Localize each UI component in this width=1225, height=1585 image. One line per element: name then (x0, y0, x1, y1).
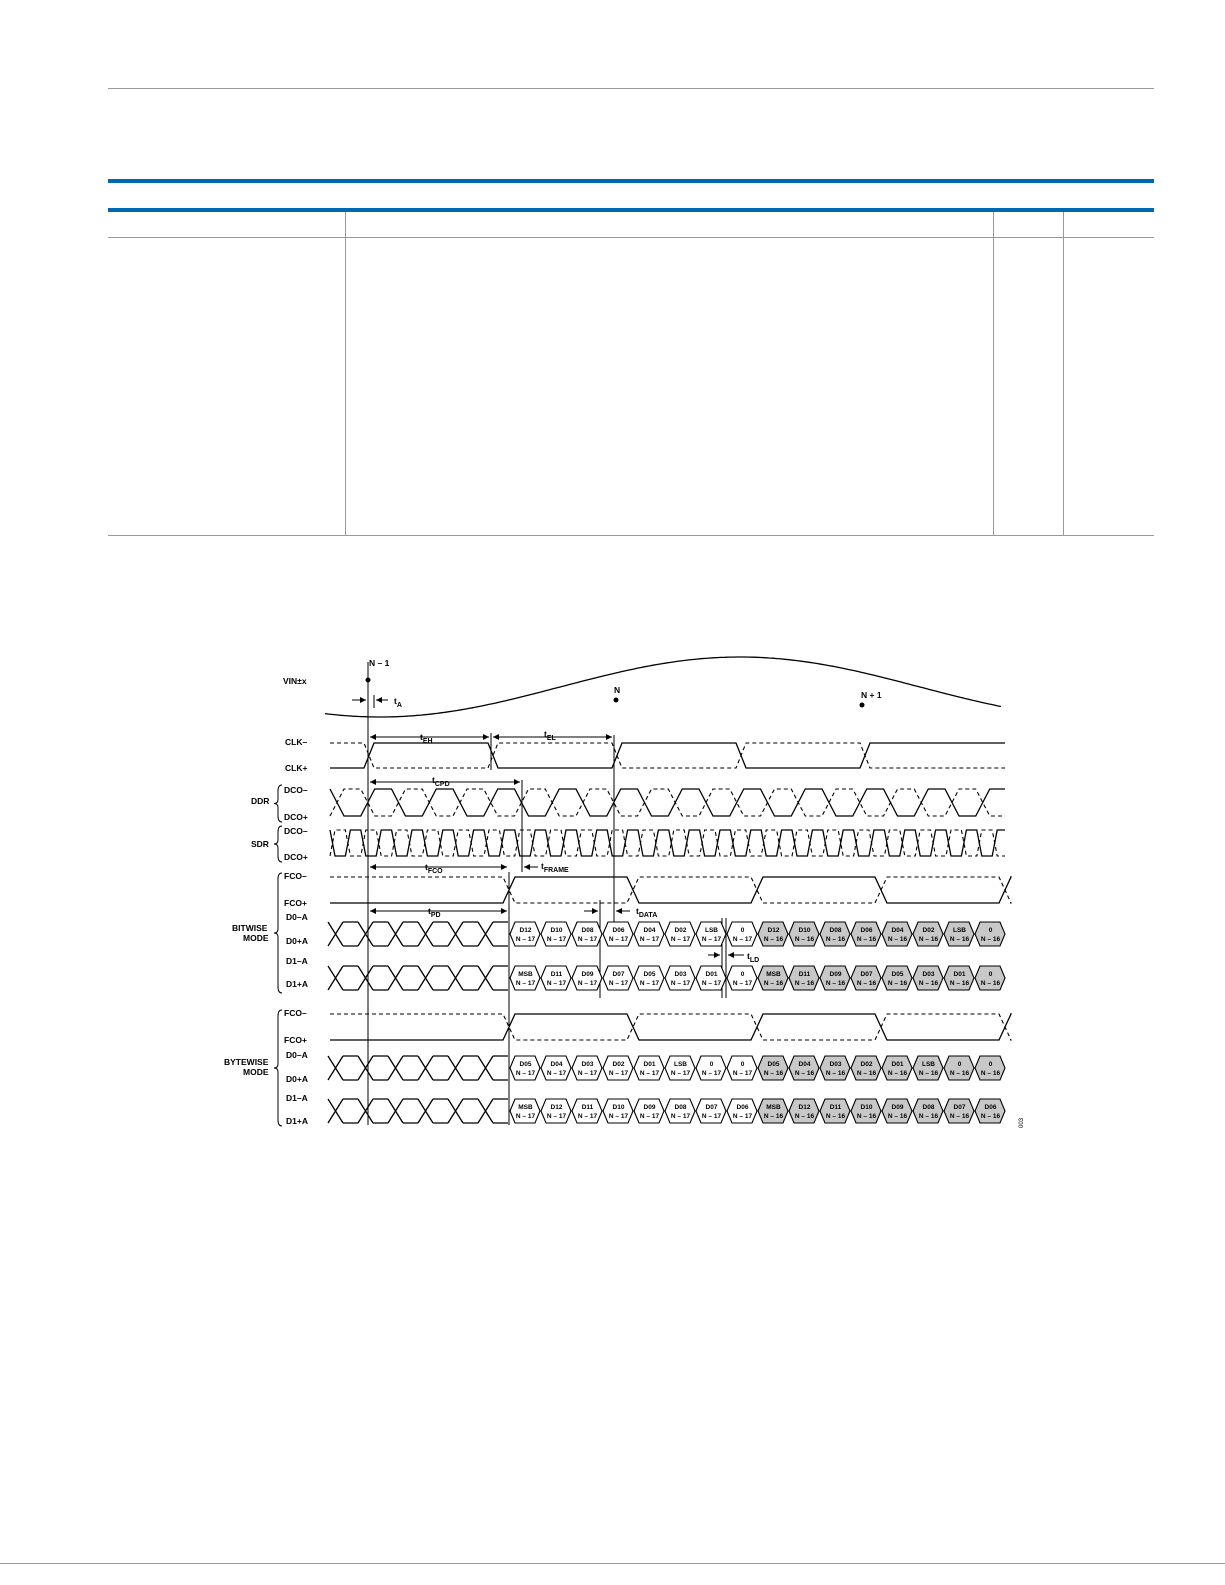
bytewise-d1-bit-sample: N – 17 (546, 1113, 567, 1120)
ddr-label: DDR (251, 796, 270, 806)
bytewise-d1-bit-sample: N – 17 (639, 1113, 660, 1120)
bitwise-d0-bit-sample: N – 16 (825, 936, 846, 943)
ta-label: $t_A$ (394, 696, 402, 709)
bitwise-d1-bit-label: D03 (922, 971, 935, 978)
bytewise-d1-plus-label: D1+A (286, 1116, 308, 1126)
bytewise-d0-bit-label: 0 (740, 1061, 745, 1068)
ddr-brace (274, 785, 282, 822)
bytewise-d0-bit-sample: N – 16 (825, 1070, 846, 1077)
bytewise-d0-bit-sample: N – 17 (732, 1070, 753, 1077)
bytewise-d1-bit-label: D12 (798, 1104, 811, 1111)
bytewise-fco-plus-waveform (330, 1014, 1011, 1040)
bitwise-d0-minus-label: D0–A (286, 912, 308, 922)
bytewise-d1-bit-label: MSB (518, 1104, 533, 1111)
bitwise-d0-bit-label: D08 (829, 927, 842, 934)
bytewise-d0-bit-label: 0 (988, 1061, 993, 1068)
sdr-label: SDR (251, 839, 269, 849)
ta-arrow-head (376, 697, 382, 703)
bytewise-d1-bit-sample: N – 17 (670, 1113, 691, 1120)
bitwise-d0-bit-label: D02 (922, 927, 935, 934)
bytewise-d0-transition (388, 1056, 418, 1080)
bitwise-d1-transition (418, 966, 448, 990)
tel-label: $t_{EL}$ (544, 729, 556, 742)
bytewise-d0-bit-label: D01 (891, 1061, 904, 1068)
bitwise-d1-bit-sample: N – 17 (701, 980, 722, 987)
bitwise-d1-bit-label: D01 (953, 971, 966, 978)
bytewise-d0-bit-sample: N – 16 (887, 1070, 908, 1077)
bitwise-fco-minus-label: FCO– (284, 871, 307, 881)
bitwise-d0-bit-label: D04 (643, 927, 656, 934)
bitwise-d0-transition (388, 922, 418, 946)
bytewise-fco-minus-waveform (330, 1014, 1011, 1040)
bytewise-d1-bit-sample: N – 16 (980, 1113, 1001, 1120)
bitwise-fco-plus-waveform (330, 877, 1011, 903)
bytewise-d1-transition (358, 1099, 388, 1123)
tld-arrow-head (728, 952, 734, 958)
sample-n-minus-1: N – 1 (369, 658, 390, 668)
bytewise-d0-bit-sample: N – 16 (763, 1070, 784, 1077)
bytewise-d1-bit-label: D08 (674, 1104, 687, 1111)
ddr-dco-minus-waveform (330, 789, 1005, 816)
tdata-label: $t_{DATA}$ (636, 906, 658, 919)
sdr-dco-minus-label: DCO– (284, 826, 308, 836)
bytewise-d1-bit-label: D08 (922, 1104, 935, 1111)
tfco-arrow-head (501, 864, 507, 870)
bitwise-d0-transition (328, 922, 358, 946)
bitwise-d1-bit-label: MSB (518, 971, 533, 978)
bitwise-d0-bit-sample: N – 17 (670, 936, 691, 943)
bitwise-d1-transition (358, 966, 388, 990)
bitwise-d0-bit-sample: N – 16 (949, 936, 970, 943)
ta-arrow-head (360, 697, 366, 703)
bitwise-d1-bit-sample: N – 16 (763, 980, 784, 987)
clk-minus-label: CLK– (285, 737, 308, 747)
bitwise-d0-bit-sample: N – 16 (763, 936, 784, 943)
bitwise-d0-bit-label: D12 (767, 927, 780, 934)
bytewise-d1-transition (328, 1099, 358, 1123)
sdr-dco-plus-label: DCO+ (284, 852, 308, 862)
bytewise-d1-bit-sample: N – 17 (608, 1113, 629, 1120)
bytewise-d0-bit-label: LSB (674, 1061, 687, 1068)
bytewise-d0-bit-sample: N – 17 (701, 1070, 722, 1077)
bytewise-d0-bit-sample: N – 17 (577, 1070, 598, 1077)
bitwise-d1-plus-label: D1+A (286, 979, 308, 989)
bytewise-d1-bit-label: D06 (736, 1104, 749, 1111)
bytewise-brace (274, 1010, 282, 1126)
bytewise-d1-bit-sample: N – 17 (701, 1113, 722, 1120)
tpd-arrow-head (370, 908, 376, 914)
bitwise-d1-bit-sample: N – 16 (980, 980, 1001, 987)
bitwise-d1-bit-label: D07 (612, 971, 625, 978)
bytewise-d0-bit-sample: N – 16 (949, 1070, 970, 1077)
bytewise-d1-transition (448, 1099, 478, 1123)
bytewise-d1-bit-sample: N – 16 (887, 1113, 908, 1120)
bytewise-d0-bit-sample: N – 17 (639, 1070, 660, 1077)
bytewise-d0-bit-sample: N – 17 (608, 1070, 629, 1077)
bytewise-d1-bit-label: MSB (766, 1104, 781, 1111)
bitwise-d1-bit-label: D09 (829, 971, 842, 978)
clk-plus-waveform (330, 743, 1005, 768)
bitwise-d0-bit-sample: N – 16 (794, 936, 815, 943)
bitwise-d0-transition (418, 922, 448, 946)
bytewise-d1-transition (418, 1099, 448, 1123)
bitwise-d1-bit-label: D03 (674, 971, 687, 978)
bytewise-d1-minus-label: D1–A (286, 1093, 308, 1103)
bytewise-d0-bit-label: D03 (829, 1061, 842, 1068)
bitwise-d1-bit-label: 0 (988, 971, 993, 978)
bitwise-d0-transition (478, 922, 508, 946)
bitwise-d1-transition (388, 966, 418, 990)
bitwise-d1-bit-label: D11 (798, 971, 811, 978)
bytewise-fco-minus-label: FCO– (284, 1008, 307, 1018)
bytewise-d1-bit-label: D09 (643, 1104, 656, 1111)
bytewise-d0-bit-label: 0 (957, 1061, 962, 1068)
bitwise-brace (274, 873, 282, 993)
bytewise-d0-transition (418, 1056, 448, 1080)
bitwise-d0-bit-label: 0 (740, 927, 745, 934)
bitwise-d0-plus-label: D0+A (286, 936, 308, 946)
vin-label: VIN±x (283, 676, 307, 686)
bitwise-d1-bit-label: D11 (550, 971, 563, 978)
bytewise-d1-transition (388, 1099, 418, 1123)
bitwise-d1-bit-label: D09 (581, 971, 594, 978)
bitwise-d0-bit-label: D06 (612, 927, 625, 934)
bitwise-d0-bit-sample: N – 17 (608, 936, 629, 943)
bitwise-d1-bit-sample: N – 17 (639, 980, 660, 987)
bitwise-d1-bit-sample: N – 17 (515, 980, 536, 987)
sample-point (860, 703, 865, 708)
bitwise-d1-bit-label: 0 (740, 971, 745, 978)
bitwise-d1-bit-label: MSB (766, 971, 781, 978)
bitwise-d0-transition (358, 922, 388, 946)
bitwise-d0-bit-label: D08 (581, 927, 594, 934)
bytewise-d0-bit-sample: N – 16 (918, 1070, 939, 1077)
bytewise-d1-bit-label: D10 (860, 1104, 873, 1111)
tcpd-arrow-head (370, 779, 376, 785)
tdata-arrow-head (616, 908, 622, 914)
vin-waveform (325, 657, 1001, 717)
bytewise-d0-bit-sample: N – 17 (515, 1070, 536, 1077)
bitwise-d1-bit-sample: N – 17 (732, 980, 753, 987)
bitwise-d0-bit-label: 0 (988, 927, 993, 934)
bytewise-d1-bit-label: D12 (550, 1104, 563, 1111)
bytewise-d1-bit-sample: N – 17 (732, 1113, 753, 1120)
bitwise-d0-bit-sample: N – 17 (515, 936, 536, 943)
bitwise-mode-label: MODE (243, 933, 269, 943)
bytewise-d1-bit-label: D07 (705, 1104, 718, 1111)
tld-label: $t_{LD}$ (747, 951, 760, 964)
bitwise-d1-bit-sample: N – 16 (825, 980, 846, 987)
tframe-arrow-head (524, 864, 530, 870)
bitwise-d1-bit-label: D01 (705, 971, 718, 978)
tcpd-arrow-head (514, 779, 520, 785)
bitwise-d1-transition (478, 966, 508, 990)
bytewise-d1-bit-label: D11 (829, 1104, 842, 1111)
bitwise-d0-bit-label: D02 (674, 927, 687, 934)
bytewise-d0-transition (358, 1056, 388, 1080)
bitwise-d1-transition (328, 966, 358, 990)
bytewise-d0-minus-label: D0–A (286, 1050, 308, 1060)
bytewise-label: BYTEWISE (224, 1057, 269, 1067)
bitwise-d1-bit-sample: N – 17 (546, 980, 567, 987)
bytewise-d0-transition (448, 1056, 478, 1080)
ddr-dco-plus-label: DCO+ (284, 812, 308, 822)
bitwise-d1-bit-label: D05 (891, 971, 904, 978)
bitwise-d1-bit-sample: N – 16 (856, 980, 877, 987)
bitwise-d0-bit-label: D12 (519, 927, 532, 934)
teh-arrow-head (483, 734, 489, 740)
bytewise-d0-bit-label: D01 (643, 1061, 656, 1068)
bitwise-d0-bit-sample: N – 17 (701, 936, 722, 943)
bitwise-d1-bit-sample: N – 17 (670, 980, 691, 987)
bitwise-d0-bit-sample: N – 16 (918, 936, 939, 943)
bitwise-d0-bit-label: D06 (860, 927, 873, 934)
bytewise-d1-bit-sample: N – 16 (918, 1113, 939, 1120)
clk-minus-waveform (330, 743, 1005, 768)
tpd-label: $t_{PD}$ (428, 906, 441, 919)
bitwise-d1-bit-sample: N – 16 (887, 980, 908, 987)
bytewise-d0-bit-label: 0 (709, 1061, 714, 1068)
bytewise-d1-bit-sample: N – 16 (949, 1113, 970, 1120)
bitwise-d1-bit-sample: N – 17 (577, 980, 598, 987)
tld-arrow-head (714, 952, 720, 958)
figure-id: 003 (1019, 1117, 1025, 1128)
bytewise-d0-bit-label: D05 (519, 1061, 532, 1068)
bitwise-d1-bit-label: D07 (860, 971, 873, 978)
bytewise-d0-bit-label: D02 (860, 1061, 873, 1068)
bitwise-label: BITWISE (232, 923, 268, 933)
bitwise-fco-minus-waveform (330, 877, 1011, 903)
ddr-dco-minus-label: DCO– (284, 785, 308, 795)
bytewise-fco-plus-label: FCO+ (284, 1035, 307, 1045)
tfco-label: $t_{FCO}$ (425, 862, 443, 875)
bytewise-d1-bit-sample: N – 16 (856, 1113, 877, 1120)
bytewise-d0-plus-label: D0+A (286, 1074, 308, 1084)
bytewise-d1-bit-sample: N – 17 (515, 1113, 536, 1120)
bitwise-d0-bit-label: LSB (953, 927, 966, 934)
tfco-arrow-head (370, 864, 376, 870)
bitwise-d0-bit-sample: N – 17 (639, 936, 660, 943)
bytewise-d0-bit-label: D05 (767, 1061, 780, 1068)
bytewise-d0-bit-sample: N – 16 (856, 1070, 877, 1077)
ddr-dco-plus-waveform (330, 789, 1005, 816)
bitwise-d1-bit-sample: N – 17 (608, 980, 629, 987)
tpd-arrow-head (501, 908, 507, 914)
bitwise-d1-bit-sample: N – 16 (949, 980, 970, 987)
bytewise-d0-bit-label: LSB (922, 1061, 935, 1068)
bitwise-d0-bit-sample: N – 16 (980, 936, 1001, 943)
bitwise-d1-bit-label: D05 (643, 971, 656, 978)
bytewise-d0-bit-sample: N – 16 (794, 1070, 815, 1077)
bytewise-d1-bit-label: D07 (953, 1104, 966, 1111)
bytewise-d0-bit-label: D04 (550, 1061, 563, 1068)
bitwise-d0-bit-sample: N – 17 (577, 936, 598, 943)
bytewise-d0-bit-label: D02 (612, 1061, 625, 1068)
bytewise-mode-label: MODE (243, 1067, 269, 1077)
bitwise-d0-transition (448, 922, 478, 946)
bytewise-d0-bit-label: D04 (798, 1061, 811, 1068)
bitwise-d0-bit-sample: N – 16 (887, 936, 908, 943)
tel-arrow-head (606, 734, 612, 740)
bytewise-d0-bit-sample: N – 17 (546, 1070, 567, 1077)
bytewise-d0-bit-sample: N – 17 (670, 1070, 691, 1077)
teh-label: $t_{EH}$ (420, 732, 433, 745)
bytewise-d1-transition (478, 1099, 508, 1123)
tel-arrow-head (493, 734, 499, 740)
bitwise-d1-minus-label: D1–A (286, 956, 308, 966)
bitwise-fco-plus-label: FCO+ (284, 898, 307, 908)
sample-n: N (614, 685, 621, 695)
bitwise-d0-bit-sample: N – 17 (732, 936, 753, 943)
bytewise-d0-bit-label: D03 (581, 1061, 594, 1068)
sample-n-plus-1: N + 1 (861, 690, 882, 700)
teh-arrow-head (370, 734, 376, 740)
bytewise-d1-bit-sample: N – 17 (577, 1113, 598, 1120)
sample-point (614, 698, 619, 703)
bitwise-d0-bit-sample: N – 16 (856, 936, 877, 943)
bytewise-d1-bit-label: D06 (984, 1104, 997, 1111)
bytewise-d0-transition (478, 1056, 508, 1080)
bitwise-d1-transition (448, 966, 478, 990)
tcpd-label: $t_{CPD}$ (432, 775, 450, 788)
bytewise-d1-bit-label: D09 (891, 1104, 904, 1111)
sdr-brace (274, 826, 282, 862)
bytewise-d1-bit-label: D10 (612, 1104, 625, 1111)
tdata-arrow-head (592, 908, 598, 914)
bytewise-d1-bit-sample: N – 16 (825, 1113, 846, 1120)
tframe-label: $t_{FRAME}$ (541, 861, 569, 874)
bytewise-d1-bit-sample: N – 16 (763, 1113, 784, 1120)
bytewise-d1-bit-sample: N – 16 (794, 1113, 815, 1120)
bitwise-d0-bit-label: D04 (891, 927, 904, 934)
bytewise-d0-transition (328, 1056, 358, 1080)
bitwise-d0-bit-label: LSB (705, 927, 718, 934)
bitwise-d1-bit-sample: N – 16 (918, 980, 939, 987)
bitwise-d0-bit-sample: N – 17 (546, 936, 567, 943)
clk-plus-label: CLK+ (285, 763, 308, 773)
bytewise-d0-bit-sample: N – 16 (980, 1070, 1001, 1077)
bitwise-d1-bit-sample: N – 16 (794, 980, 815, 987)
bitwise-d0-bit-label: D10 (798, 927, 811, 934)
bytewise-d1-bit-label: D11 (581, 1104, 594, 1111)
bitwise-d0-bit-label: D10 (550, 927, 563, 934)
